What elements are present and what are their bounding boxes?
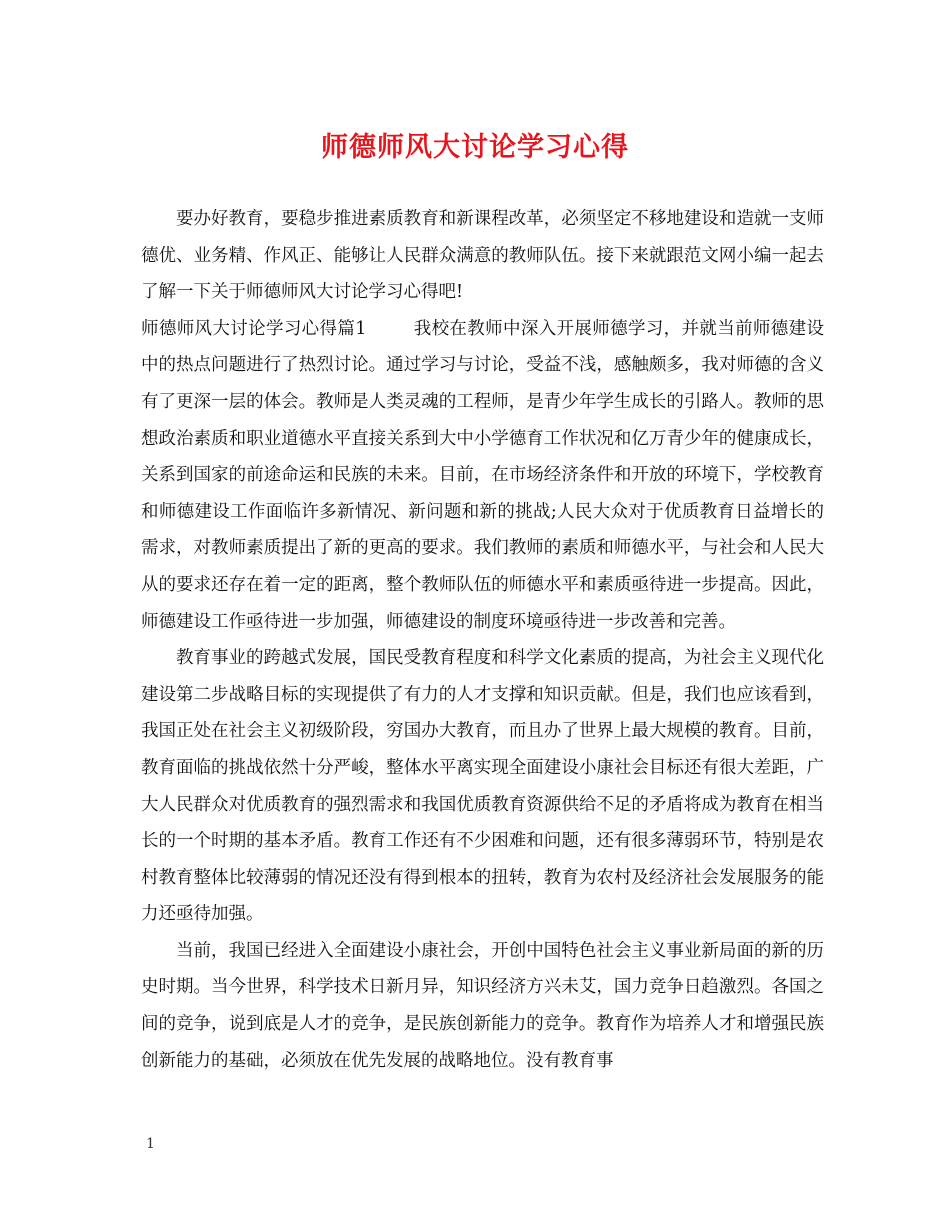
document-body	[141, 201, 824, 1079]
intro-paragraph: 要办好教育，要稳步推进素质教育和新课程改革，必须坚定不移地建设和造就一支师德优、业务精、作风正、能够让人民群众满意的教师队伍。接下来就跟范文网小编一起去了解一下关于师德师风大讨论学习心得吧!	[141, 209, 824, 303]
section-paragraph-1	[141, 311, 824, 640]
document-title: 师德师风大讨论学习心得	[321, 132, 629, 163]
paragraph-2: 教育事业的跨越式发展，国民受教育程度和科学文化素质的提高，为社会主义现代化建设第二步战略目标的实现提供了有力的人才支撑和知识贡献。但是，我们也应该看到，我国正处在社会主义初级阶段，穷国办大教育，而且办了世界上最大规模的教育。目前，教育面临的挑战依然十分严峻，整体水平离实现全面建设小康社会目标还有很大差距，广大人民群众对优质教育的强烈需求和我国优质教育资源供给不足的矛盾将成为教育在相当长的一个时期的基本矛盾。教育工作还有不少困难和问题，还有很多薄弱环节，特别是农村教育整体比较薄弱的情况还没有得到根本的扭转，教育为农村及经济社会发展服务的能力还亟待加强。	[141, 648, 824, 925]
page-number: 1	[146, 1136, 155, 1152]
section-heading-gap	[366, 319, 413, 339]
paragraph-1-text: 我校在教师中深入开展师德学习，并就当前师德建设中的热点问题进行了热烈讨论。通过学习与讨论，受益不浅，感触颇多，我对师德的含义有了更深一层的体会。教师是人类灵魂的工程师，是青少年学生成长的引路人。教师的思想政治素质和职业道德水平直接关系到大中小学德育工作状况和亿万青少年的健康成长，关系到国家的前途命运和民族的未来。目前，在市场经济条件和开放的环境下，学校教育和师德建设工作面临许多新情况、新问题和新的挑战;人民大众对于优质教育日益增长的需求，对教师素质提出了新的更高的要求。我们教师的素质和师德水平，与社会和人民大从的要求还存在着一定的距离，整个教师队伍的师德水平和素质亟待进一步提高。因此，师德建设工作亟待进一步加强，师德建设的制度环境亟待进一步改善和完善。	[141, 318, 824, 632]
paragraph-3: 当前，我国已经进入全面建设小康社会，开创中国特色社会主义事业新局面的新的历史时期。当今世界，科学技术日新月异，知识经济方兴未艾，国力竞争日趋激烈。各国之间的竞争，说到底是人才的竞争，是民族创新能力的竞争。教育作为培养人才和增强民族创新能力的基础，必须放在优先发展的战略地位。没有教育事	[141, 940, 824, 1071]
section-heading: 师德师风大讨论学习心得篇1	[141, 318, 367, 339]
